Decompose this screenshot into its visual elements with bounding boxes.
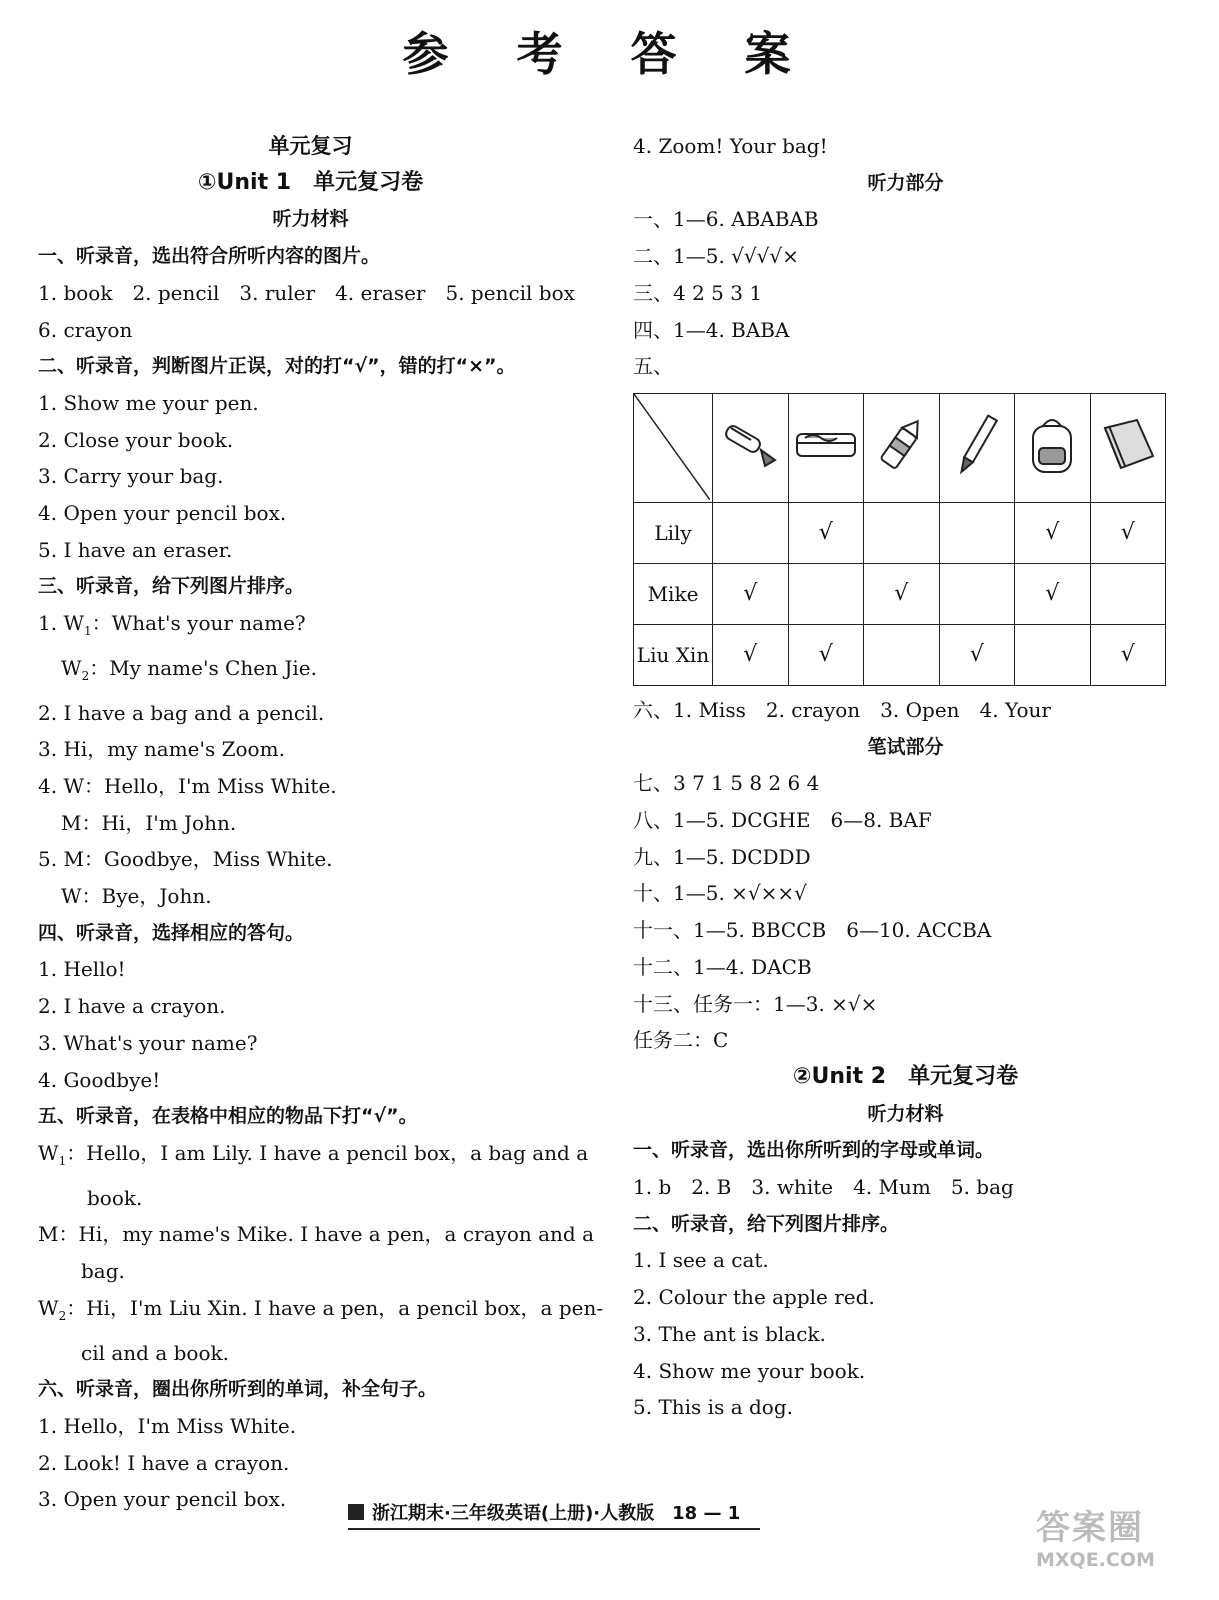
- answer-line: 1. b 2. B 3. white 4. Mum 5. bag: [633, 1175, 1014, 1200]
- check-cell: √: [864, 563, 940, 624]
- check-cell: [939, 502, 1015, 563]
- dialogue-line: 3. Hi，my name's Zoom.: [38, 737, 285, 762]
- answer-line: 十二、1—4. DACB: [633, 954, 812, 979]
- crayon-icon: [868, 412, 934, 478]
- list-item: 2. I have a crayon.: [38, 994, 226, 1019]
- answer-line: 十一、1—5. BBCCB 6—10. ACCBA: [633, 918, 992, 943]
- unit-heading: ①Unit 1 单元复习卷: [197, 169, 424, 195]
- header-cell-crayon: [864, 393, 940, 502]
- left-column: [38, 128, 604, 1518]
- watermark: [1036, 1500, 1196, 1590]
- answer-line: 二、1—5. √√√√×: [633, 244, 799, 269]
- check-cell: [713, 502, 789, 563]
- table-header-row: [634, 393, 1166, 502]
- row-name: Lily: [634, 502, 713, 563]
- header-cell-book: [1090, 393, 1166, 502]
- list-item: 1. Show me your pen.: [38, 390, 259, 415]
- dialogue-line: $W_1$：Hello，I am Lily. I have a pencil box，a bag and a: [38, 1140, 589, 1168]
- dialogue-line: M：Hi，I'm John.: [61, 810, 237, 835]
- dialogue-line: 2. I have a bag and a pencil.: [38, 700, 325, 725]
- list-item: 1. I see a cat.: [633, 1248, 769, 1273]
- list-item: 5. I have an eraser.: [38, 537, 233, 562]
- check-cell: √: [788, 624, 864, 685]
- table-row: [634, 502, 1166, 563]
- page-footer: [348, 1496, 760, 1530]
- book-icon: [1095, 412, 1161, 478]
- check-cell: √: [1090, 502, 1166, 563]
- answer-line: 五、: [633, 354, 673, 379]
- written-heading: 笔试部分: [867, 735, 944, 758]
- pen-icon: [717, 412, 783, 478]
- answer-line: 九、1—5. DCDDD: [633, 844, 811, 869]
- answer-line: 一、1—6. ABABAB: [633, 207, 819, 232]
- question-heading: 四、听录音，选择相应的答句。: [38, 921, 305, 944]
- answer-line: 十、1—5. ×√××√: [633, 881, 807, 906]
- pencil-icon: [944, 412, 1010, 478]
- answer-line: 七、3 7 1 5 8 2 6 4: [633, 771, 820, 796]
- row-name: Mike: [634, 563, 713, 624]
- section-heading: 单元复习: [268, 134, 353, 158]
- listening-heading: 听力部分: [867, 171, 944, 194]
- list-item: 3. What's your name?: [38, 1030, 258, 1055]
- answer-line: 任务二：C: [633, 1028, 729, 1053]
- dialogue-line: bag.: [81, 1259, 125, 1284]
- check-cell: √: [939, 624, 1015, 685]
- dialogue-line: $W_2$：Hi，I'm Liu Xin. I have a pen，a pencil box，a pen-: [38, 1295, 604, 1323]
- check-cell: √: [788, 502, 864, 563]
- header-cell-bag: [1015, 393, 1091, 502]
- list-item: 2. Look! I have a crayon.: [38, 1450, 290, 1475]
- dialogue-line: 1. $W_1$：What's your name?: [38, 611, 306, 639]
- diagonal-line: [634, 394, 710, 500]
- page-title: 参 考 答 案: [402, 27, 817, 81]
- dialogue-line: M：Hi，my name's Mike. I have a pen，a crayon and a: [38, 1222, 594, 1247]
- right-column: [633, 128, 1178, 1426]
- table-row: [634, 563, 1166, 624]
- check-cell: [1090, 563, 1166, 624]
- material-heading: 听力材料: [272, 208, 349, 231]
- header-cell-pencil-box: [788, 393, 864, 502]
- check-cell: [864, 624, 940, 685]
- answer-table-wrapper: [633, 393, 1178, 686]
- dialogue-line: 5. M：Goodbye，Miss White.: [38, 847, 333, 872]
- dialogue-line: 4. W：Hello，I'm Miss White.: [38, 773, 337, 798]
- dialogue-line: $W_2$：My name's Chen Jie.: [61, 655, 317, 683]
- header-cell-pencil: [939, 393, 1015, 502]
- list-item: 4. Open your pencil box.: [38, 501, 287, 526]
- answer-line: 四、1—4. BABA: [633, 317, 790, 342]
- bag-icon: [1019, 412, 1085, 478]
- question-heading: 三、听录音，给下列图片排序。: [38, 575, 305, 598]
- answer-line: 4. Zoom! Your bag!: [633, 134, 828, 158]
- list-item: 4. Show me your book.: [633, 1358, 866, 1383]
- check-cell: √: [1015, 502, 1091, 563]
- dialogue-line: W：Bye，John.: [61, 884, 212, 909]
- footer-text: 浙江期末·三年级英语(上册)·人教版 18 — 1: [372, 1503, 741, 1524]
- header-cell-pen: [713, 393, 789, 502]
- check-cell: √: [713, 563, 789, 624]
- list-item: 3. The ant is black.: [633, 1321, 826, 1346]
- question-heading: 二、听录音，判断图片正误，对的打“√”，错的打“×”。: [38, 355, 516, 378]
- answer-line: 三、4 2 5 3 1: [633, 280, 763, 305]
- watermark-url: MXQE.COM: [1036, 1549, 1155, 1571]
- answer-line: 六、1. Miss 2. crayon 3. Open 4. Your: [633, 697, 1051, 722]
- pencil-box-icon: [793, 412, 859, 478]
- list-item: 1. Hello，I'm Miss White.: [38, 1413, 297, 1438]
- check-cell: √: [1015, 563, 1091, 624]
- check-cell: √: [713, 624, 789, 685]
- table-row: [634, 624, 1166, 685]
- dialogue-line: book.: [87, 1185, 143, 1210]
- footer-square-icon: [348, 1504, 364, 1520]
- list-item: 5. This is a dog.: [633, 1395, 793, 1420]
- answer-line: 1. book 2. pencil 3. ruler 4. eraser 5. pencil box: [38, 280, 575, 305]
- check-cell: [788, 563, 864, 624]
- list-item: 4. Goodbye!: [38, 1067, 161, 1092]
- answer-line: 6. crayon: [38, 317, 133, 342]
- dialogue-line: cil and a book.: [81, 1340, 229, 1365]
- check-cell: [1015, 624, 1091, 685]
- question-heading: 一、听录音，选出你所听到的字母或单词。: [633, 1139, 995, 1162]
- watermark-logo: 答案圈: [1036, 1508, 1144, 1548]
- list-item: 3. Open your pencil box.: [38, 1487, 287, 1512]
- list-item: 2. Colour the apple red.: [633, 1285, 875, 1310]
- check-cell: [939, 563, 1015, 624]
- material-heading: 听力材料: [867, 1102, 944, 1125]
- check-cell: [864, 502, 940, 563]
- answer-line: 八、1—5. DCGHE 6—8. BAF: [633, 808, 932, 833]
- list-item: 2. Close your book.: [38, 427, 234, 452]
- diagonal-cell: [634, 393, 713, 502]
- unit-heading: ②Unit 2 单元复习卷: [792, 1063, 1019, 1089]
- list-item: 3. Carry your bag.: [38, 464, 224, 489]
- list-item: 1. Hello!: [38, 957, 126, 982]
- answer-table: [633, 393, 1166, 686]
- check-cell: √: [1090, 624, 1166, 685]
- answer-line: 十三、任务一：1—3. ×√×: [633, 991, 878, 1016]
- question-heading: 五、听录音，在表格中相应的物品下打“√”。: [38, 1105, 418, 1128]
- question-heading: 六、听录音，圈出你所听到的单词，补全句子。: [38, 1378, 438, 1401]
- question-heading: 二、听录音，给下列图片排序。: [633, 1212, 900, 1235]
- row-name: Liu Xin: [634, 624, 713, 685]
- question-heading: 一、听录音，选出符合所听内容的图片。: [38, 245, 381, 268]
